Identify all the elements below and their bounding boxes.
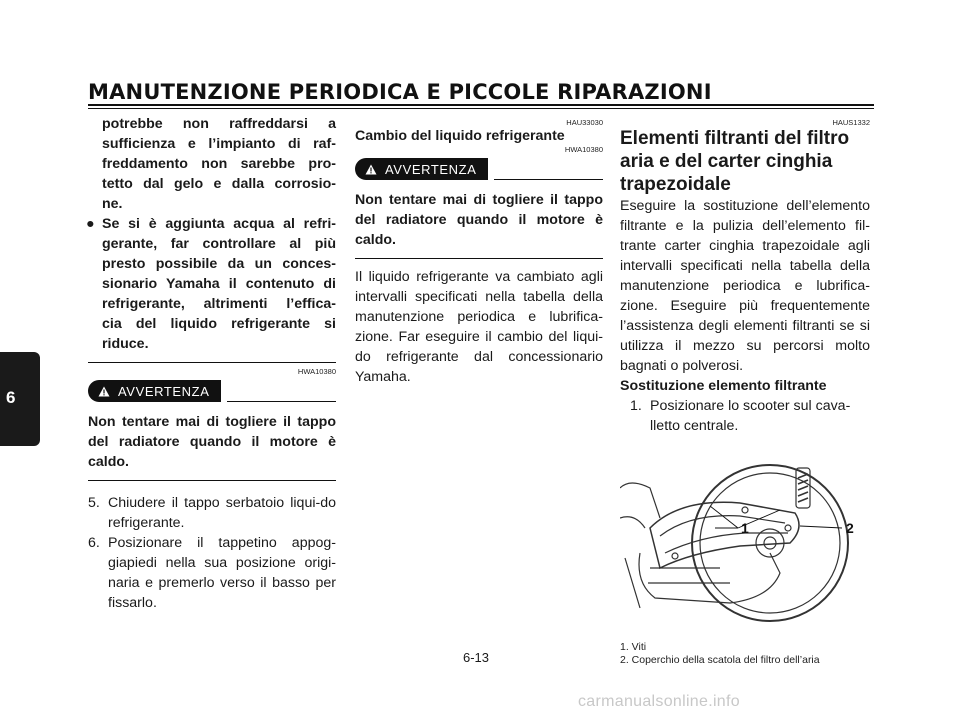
warning-label: AVVERTENZA bbox=[385, 161, 477, 177]
step-item bbox=[88, 533, 336, 613]
warning-triangle-icon bbox=[98, 386, 110, 397]
steps-list bbox=[620, 396, 870, 436]
warning-label-box bbox=[355, 158, 488, 180]
step-number: 6. bbox=[88, 535, 100, 551]
warning-triangle-icon bbox=[365, 164, 377, 175]
body-text: Il liquido refrigerante va cambiato agli intervalli specificati nella tabella della manutenzione periodica e lubrifica-zione. Far eseguire il cambio del liqui-do refrigerante dal concessionario Yamaha. bbox=[355, 269, 603, 385]
step-text: Chiudere il tappo serbatoio liqui-do refrigerante. bbox=[108, 495, 336, 531]
step-number: 5. bbox=[88, 495, 100, 511]
warning-label-box bbox=[88, 380, 221, 402]
text-line: cia del liquido refrigerante si bbox=[102, 316, 336, 332]
bullet-icon: ● bbox=[86, 216, 95, 232]
warning-text: Non tentare mai di togliere il tappo del radiatore quando il motore è caldo. bbox=[88, 414, 336, 470]
callout-1: 1 bbox=[741, 520, 749, 536]
step-item bbox=[88, 493, 336, 533]
text-line: ne. bbox=[102, 196, 123, 212]
step-text: Posizionare lo scooter sul cava-lletto centrale. bbox=[650, 398, 851, 434]
text-line: Se si è aggiunta acqua al refri- bbox=[102, 216, 336, 232]
figure-caption-1: 1. Viti bbox=[620, 641, 647, 653]
continued-warning-text bbox=[88, 114, 336, 214]
bullet-list bbox=[88, 214, 336, 354]
figure-caption-2: 2. Coperchio della scatola del filtro dell’aria bbox=[620, 654, 820, 666]
page-number: 6-13 bbox=[463, 650, 490, 665]
section-rule bbox=[355, 258, 603, 259]
section-heading: Cambio del liquido refrigerante bbox=[355, 128, 565, 144]
text-line: sionario Yamaha il contenuto di bbox=[102, 276, 336, 292]
chapter-tab bbox=[0, 352, 40, 446]
section-heading: Elementi filtranti del filtro aria e del carter cinghia trapezoidale bbox=[620, 128, 850, 195]
sub-heading: Sostituzione elemento filtrante bbox=[620, 378, 827, 394]
reference-code: HAU33030 bbox=[566, 118, 603, 127]
watermark: carmanualsonline.info bbox=[578, 693, 740, 710]
header-rule bbox=[88, 104, 874, 106]
reference-code: HWA10380 bbox=[564, 145, 603, 154]
steps-list bbox=[88, 493, 336, 613]
step-text: Posizionare il tappetino appog-giapiedi nella sua posizione origi-naria e premerlo verso il basso per fissarlo. bbox=[108, 535, 336, 611]
step-item bbox=[630, 396, 870, 436]
column-3 bbox=[620, 114, 870, 667]
section-rule bbox=[88, 362, 336, 363]
warning-banner bbox=[355, 158, 603, 180]
warning-text: Non tentare mai di togliere il tappo del radiatore quando il motore è caldo. bbox=[355, 192, 603, 248]
text-line: refrigerante, altrimenti l’effica- bbox=[102, 296, 336, 312]
text-line: sufficienza e l’impianto di raf- bbox=[102, 136, 336, 152]
warning-rule bbox=[227, 401, 336, 402]
column-1 bbox=[88, 114, 336, 613]
reference-code: HWA10380 bbox=[297, 367, 336, 376]
step-number: 1. bbox=[630, 398, 642, 414]
callout-2: 2 bbox=[846, 520, 854, 536]
text-line: freddamento non sarebbe pro- bbox=[102, 156, 336, 172]
chapter-number: 6 bbox=[6, 388, 16, 407]
page-title: MANUTENZIONE PERIODICA E PICCOLE RIPARAZIONI bbox=[88, 80, 712, 104]
bullet-item bbox=[88, 214, 336, 354]
column-2 bbox=[355, 114, 603, 387]
text-line: tetto dal gelo e dalla corrosio- bbox=[102, 176, 336, 192]
reference-code: HAUS1332 bbox=[832, 118, 870, 127]
warning-banner bbox=[88, 380, 336, 402]
section-rule bbox=[88, 480, 336, 481]
text-line: potrebbe non raffreddarsi a bbox=[102, 116, 336, 132]
body-text: Eseguire la sostituzione dell’elemento filtrante e la pulizia dell’elemento fil-trante carter cinghia trapezoidale agli intervalli specificati nella tabella della manutenzione periodica e lubrifica-zione. Eseguire più frequentemente l’assistenza degli elementi filtranti se si utilizza il mezzo su percorsi molto bagnati o polverosi. bbox=[620, 198, 870, 374]
text-line: riduce. bbox=[102, 336, 149, 352]
warning-rule bbox=[494, 179, 603, 180]
header-rule-thin bbox=[88, 108, 874, 109]
scooter-air-filter-illustration bbox=[620, 458, 870, 633]
text-line: gerante, far controllare al più bbox=[102, 236, 336, 252]
warning-label: AVVERTENZA bbox=[118, 383, 210, 399]
text-line: presto possibile da un conces- bbox=[102, 256, 336, 272]
